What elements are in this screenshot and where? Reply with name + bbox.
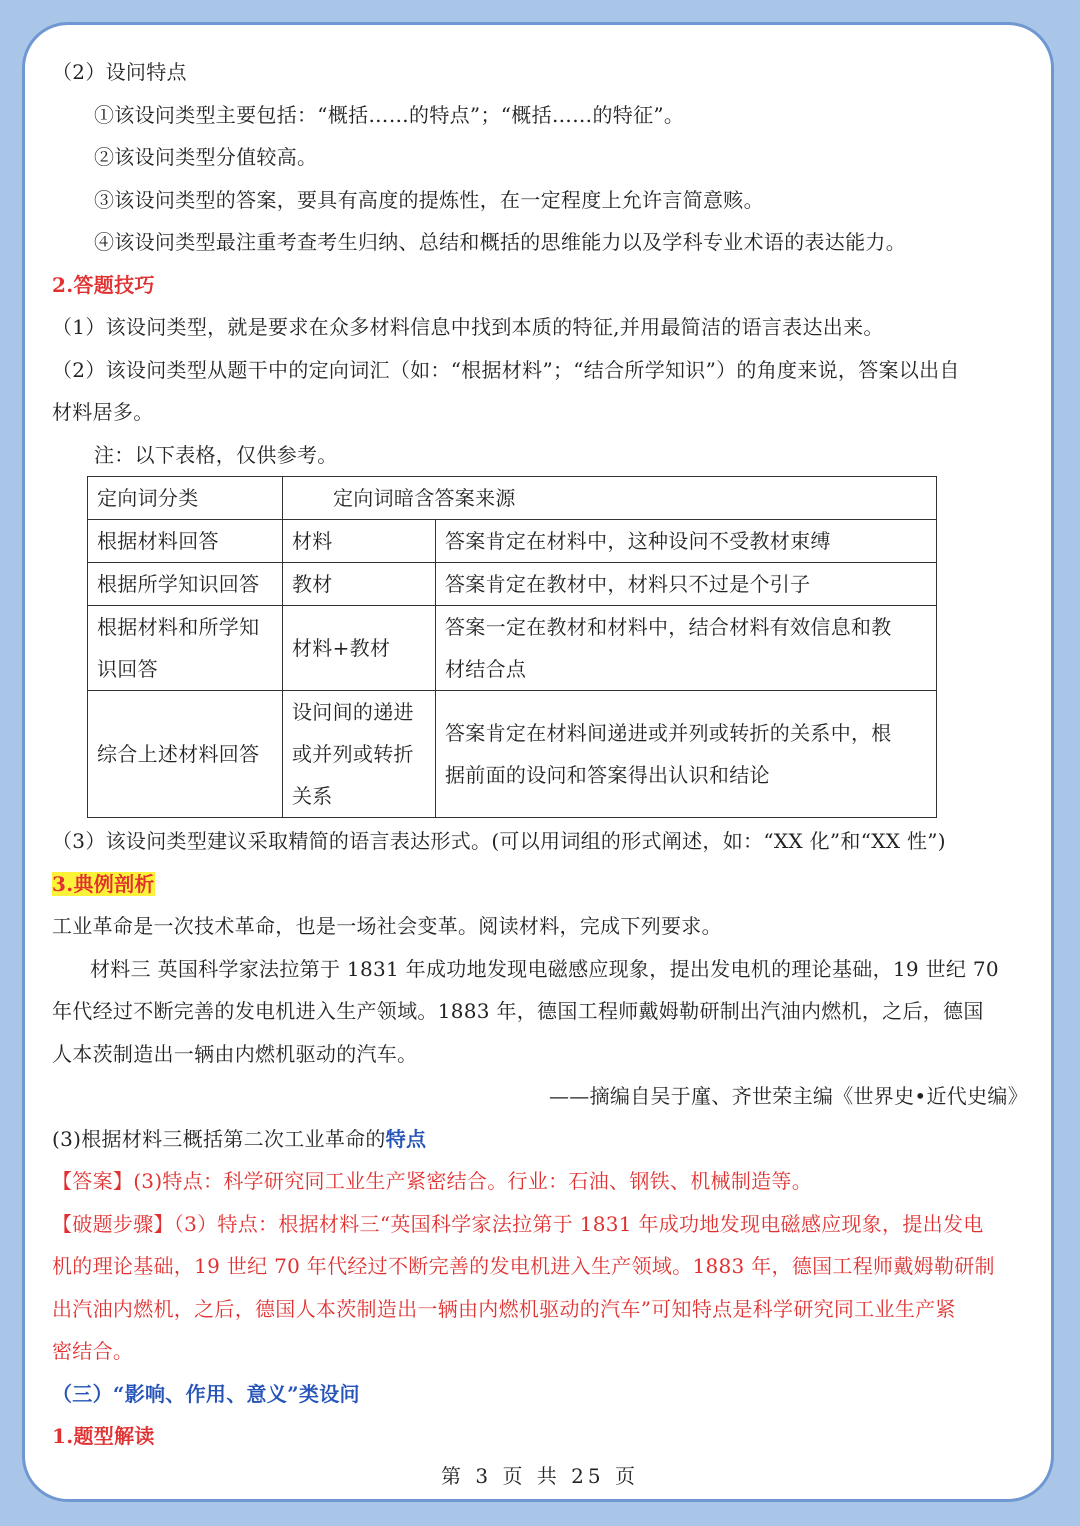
- material-line-3: 人本茨制造出一辆由内燃机驱动的汽车。: [52, 1042, 418, 1066]
- table-header-row: [88, 477, 937, 520]
- table-row: [88, 520, 937, 563]
- row-category: 根据材料回答: [88, 520, 283, 563]
- row-explanation: 答案肯定在教材中，材料只不过是个引子: [436, 563, 937, 606]
- material-line-1: 材料三 英国科学家法拉第于 1831 年成功地发现电磁感应现象，提出发电机的理论基础，19 世纪 70: [90, 957, 999, 981]
- table-row: [88, 606, 937, 691]
- analysis-line-4: 密结合。: [52, 1339, 134, 1363]
- row-category: 根据所学知识回答: [88, 563, 283, 606]
- tip-2-line-2: 材料居多。: [52, 400, 154, 424]
- feature-item: ④该设问类型最注重考查考生归纳、总结和概括的思维能力以及学科专业术语的表达能力。: [94, 230, 906, 254]
- tips-heading: 2.答题技巧: [52, 273, 155, 297]
- question: (3)根据材料三概括第二次工业革命的特点: [52, 1127, 427, 1151]
- header-source: 定向词暗含答案来源: [283, 477, 937, 520]
- tip-2-line-1: （2）该设问类型从题干中的定向词汇（如：“根据材料”；“结合所学知识”）的角度来说，答案以出自: [52, 358, 960, 382]
- row-explanation: 答案一定在教材和材料中，结合材料有效信息和教 材结合点: [436, 606, 937, 691]
- row-explanation: 答案肯定在材料间递进或并列或转折的关系中，根 据前面的设问和答案得出认识和结论: [436, 691, 937, 818]
- row-source: 材料: [283, 520, 436, 563]
- feature-item: ③该设问类型的答案，要具有高度的提炼性，在一定程度上允许言简意赅。: [94, 188, 764, 212]
- page-number: 第 3 页 共 25 页: [441, 1464, 639, 1488]
- analysis-line-2: 机的理论基础，19 世纪 70 年代经过不断完善的发电机进入生产领域。1883 年，德国工程师戴姆勒研制: [52, 1254, 995, 1278]
- table-row: [88, 563, 937, 606]
- section-3-heading: （三）“影响、作用、意义”类设问: [52, 1382, 360, 1406]
- row-explanation: 答案肯定在材料中，这种设问不受教材束缚: [436, 520, 937, 563]
- tip-1: （1）该设问类型，就是要求在众多材料信息中找到本质的特征,并用最简洁的语言表达出来。: [52, 315, 884, 339]
- keyword-table: [87, 476, 937, 818]
- section-3-subheading: 1.题型解读: [52, 1424, 155, 1448]
- source-citation: ——摘编自吴于廑、齐世荣主编《世界史•近代史编》: [549, 1084, 1028, 1108]
- feature-item: ②该设问类型分值较高。: [94, 145, 318, 169]
- header-category: 定向词分类: [88, 477, 283, 520]
- table-row: [88, 691, 937, 818]
- row-source: 教材: [283, 563, 436, 606]
- example-heading: 3.典例剖析: [52, 872, 155, 896]
- feature-item: ①该设问类型主要包括：“概括……的特点”；“概括……的特征”。: [94, 103, 685, 127]
- row-category: 根据材料和所学知 识回答: [88, 606, 283, 691]
- table-note: 注：以下表格，仅供参考。: [94, 443, 338, 467]
- example-intro: 工业革命是一次技术革命，也是一场社会变革。阅读材料，完成下列要求。: [52, 914, 722, 938]
- analysis-line-1: 【破题步骤】（3）特点：根据材料三“英国科学家法拉第于 1831 年成功地发现电磁感应现象，提出发电: [52, 1212, 984, 1236]
- tip-3: （3）该设问类型建议采取精简的语言表达形式。(可以用词组的形式阐述，如：“XX 化”和“XX 性”): [52, 829, 946, 853]
- row-category: 综合上述材料回答: [88, 691, 283, 818]
- analysis-line-3: 出汽油内燃机，之后，德国人本茨制造出一辆由内燃机驱动的汽车”可知特点是科学研究同工业生产紧: [52, 1297, 956, 1321]
- row-source: 材料+教材: [283, 606, 436, 691]
- row-source: 设问间的递进 或并列或转折 关系: [283, 691, 436, 818]
- features-heading: （2）设问特点: [52, 60, 187, 84]
- answer: 【答案】(3)特点：科学研究同工业生产紧密结合。行业：石油、钢铁、机械制造等。: [52, 1169, 813, 1193]
- material-line-2: 年代经过不断完善的发电机进入生产领域。1883 年，德国工程师戴姆勒研制出汽油内燃机，之后，德国: [52, 999, 984, 1023]
